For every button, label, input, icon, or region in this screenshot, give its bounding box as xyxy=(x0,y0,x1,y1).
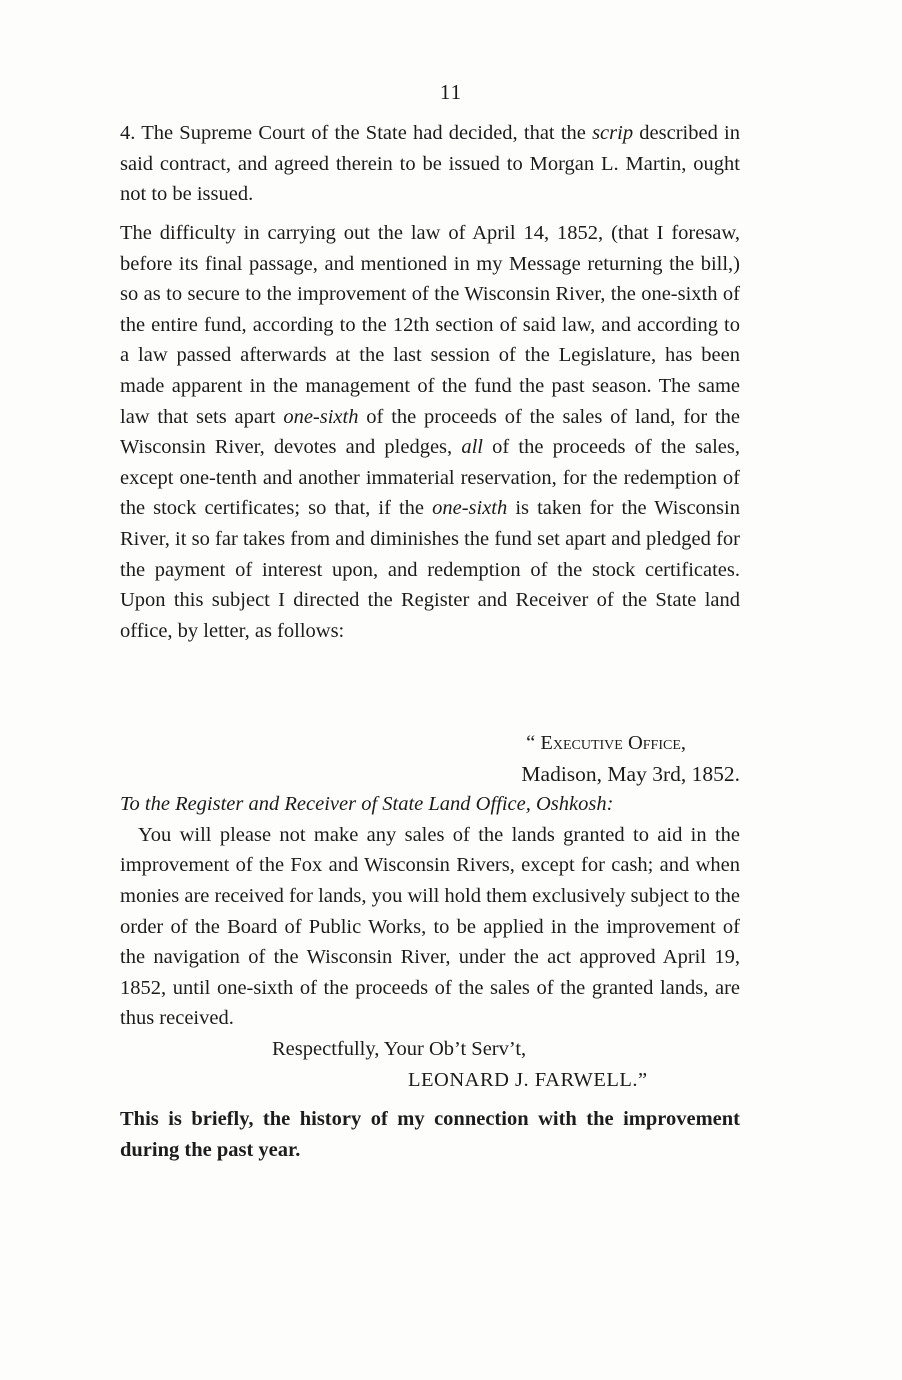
letter-heading xyxy=(120,728,686,759)
paragraph-2-italic-3: one-sixth xyxy=(432,497,508,520)
paragraph-difficulty xyxy=(120,218,740,646)
paragraph-2-italic-2: all xyxy=(461,436,483,459)
letter-body: You will please not make any sales of the lands granted to aid in the improvement of the Fox and Wisconsin Rivers, except for cash; and when monies are received for lands, you will hold them exclusively subject to the order of the Board of Public Works, to be applied in the improvement of the navigation of the Wisconsin River, under the act approved April 19, 1852, until one-sixth of the proceeds of the sales of the granted lands, are thus received. xyxy=(120,823,740,1030)
quoted-letter xyxy=(120,728,740,1095)
paragraph-2-part-4: is taken for the Wisconsin River, it so far takes from and diminishes the fund set apart and pledged for the payment of interest upon, and redemption of the stock certificates. Upon this subject I directed the Register and Receiver of the State land office, by letter, as follows: xyxy=(120,497,740,642)
letter-closing: Respectfully, Your Ob’t Serv’t, xyxy=(272,1037,527,1060)
paragraph-closing: This is briefly, the history of my connection with the improvement during the past year. xyxy=(120,1108,740,1161)
paragraph-1-italic-scrip: scrip xyxy=(592,122,634,144)
page-number: 11 xyxy=(439,80,463,104)
paragraph-2-italic-1: one-sixth xyxy=(283,405,359,428)
letter-heading-quote: “ xyxy=(526,732,541,754)
letter-heading-text: Executive Office, xyxy=(540,732,686,754)
letter-place-date: Madison, May 3rd, 1852. xyxy=(521,761,740,786)
paragraph-supreme-court xyxy=(120,118,740,210)
paragraph-1-text: 4. The Supreme Court of the State had decided, that the xyxy=(120,122,593,144)
paragraph-2-part-2: of the proceeds of the sales of land, for the Wisconsin River, devotes and pledges, xyxy=(120,405,741,459)
letter-address: To the Register and Receiver of State Land Office, Oshkosh: xyxy=(120,793,614,816)
paragraph-2-part-1: The difficulty in carrying out the law of April 14, 1852, (that I foresaw, before its final passage, and mentioned in my Message returning the bill,) so as to secure to the improvement of the Wisconsin River, the one-sixth of the entire fund, according to the 12th section of said law, and according to a law passed afterwards at the last session of the Legislature, has been made apparent in the management of the fund the past season. The same law that sets apart xyxy=(120,222,740,428)
letter-signature: LEONARD J. FARWELL.” xyxy=(408,1068,648,1091)
paragraph-1-text-end: described in said contract, and agreed therein to be issued to Morgan L. Martin, ought not to be issued. xyxy=(120,122,740,206)
paragraph-2-part-3: of the proceeds of the sales, except one-tenth and another immaterial reservation, for the redemption of the stock certificates; so that, if the xyxy=(120,436,740,520)
